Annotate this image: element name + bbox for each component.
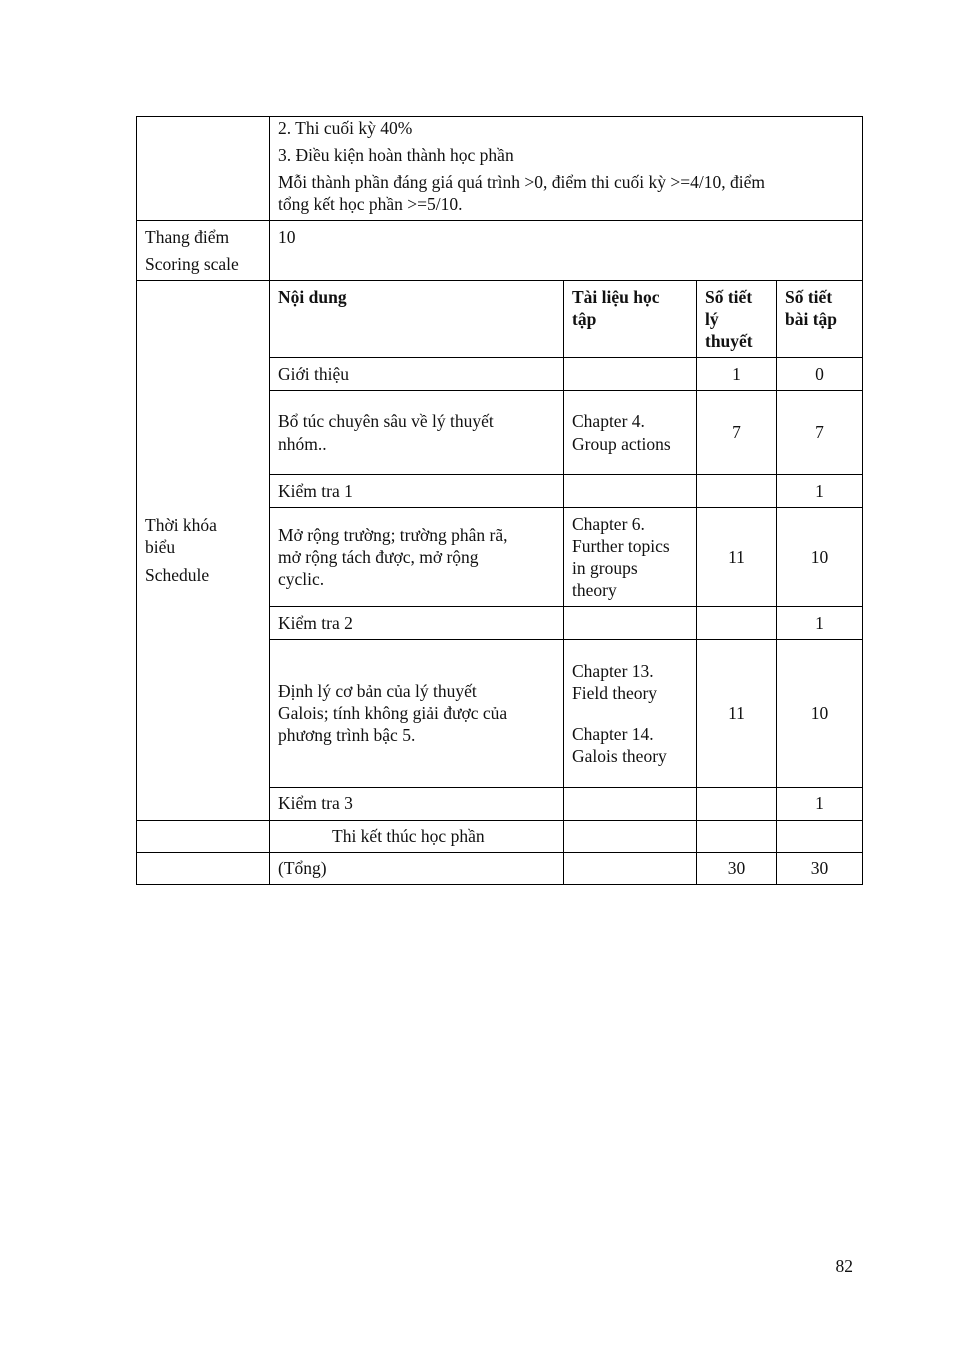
- row-content: Kiểm tra 3: [278, 793, 353, 813]
- row-separator: [136, 852, 863, 853]
- row-exercise: 10: [810, 547, 829, 567]
- header-exercise-line2: bài tập: [785, 309, 838, 329]
- table-border-bottom: [136, 884, 863, 885]
- total-exercise: 30: [810, 858, 829, 878]
- row-exercise: 1: [815, 481, 824, 501]
- row-theory: 11: [728, 547, 745, 567]
- row-exercise: 0: [815, 364, 824, 384]
- assessment-item-3: 3. Điều kiện hoàn thành học phần: [278, 145, 514, 165]
- col-separator: [269, 116, 270, 885]
- table-border-left: [136, 116, 137, 885]
- table-border-top: [136, 116, 863, 117]
- total-label: (Tổng): [278, 858, 327, 878]
- row-content: Định lý cơ bản của lý thuyết: [278, 681, 477, 701]
- row-theory: 11: [728, 703, 745, 723]
- row-separator: [269, 507, 863, 508]
- assessment-condition-line2: tổng kết học phần >=5/10.: [278, 194, 463, 214]
- row-exercise: 1: [815, 613, 824, 633]
- header-theory-line2: lý: [705, 309, 719, 329]
- schedule-label-vi-line2: biểu: [145, 537, 176, 557]
- row-materials: theory: [572, 580, 617, 600]
- scoring-value: 10: [278, 227, 296, 247]
- row-materials: Group actions: [572, 434, 671, 454]
- row-content: Bổ túc chuyên sâu về lý thuyết: [278, 411, 494, 431]
- header-materials-line1: Tài liệu học: [572, 287, 660, 307]
- row-separator: [269, 390, 863, 391]
- row-content: Mở rộng trường; trường phân rã,: [278, 525, 508, 545]
- assessment-item-2: 2. Thi cuối kỳ 40%: [278, 118, 413, 138]
- row-separator: [136, 820, 863, 821]
- row-separator: [269, 787, 863, 788]
- col-separator: [563, 280, 564, 885]
- row-separator: [269, 606, 863, 607]
- row-materials: Field theory: [572, 683, 658, 703]
- row-separator: [136, 220, 863, 221]
- schedule-label-en: Schedule: [145, 565, 210, 585]
- row-materials: Galois theory: [572, 746, 667, 766]
- header-theory-line3: thuyết: [705, 331, 753, 351]
- schedule-label-vi-line1: Thời khóa: [145, 515, 217, 535]
- assessment-condition-line1: Mỗi thành phần đáng giá quá trình >0, điểm thi cuối kỳ >=4/10, điểm: [278, 172, 765, 192]
- row-content: mở rộng tách được, mở rộng: [278, 547, 479, 567]
- row-separator: [269, 474, 863, 475]
- row-separator: [269, 639, 863, 640]
- header-content: Nội dung: [278, 287, 347, 307]
- row-materials: in groups: [572, 558, 638, 578]
- header-materials-line2: tập: [572, 309, 597, 329]
- final-exam-label: Thi kết thúc học phần: [332, 826, 485, 846]
- row-content: phương trình bậc 5.: [278, 725, 416, 745]
- scoring-label-en: Scoring scale: [145, 254, 239, 274]
- row-materials: Chapter 14.: [572, 724, 654, 744]
- row-content: Giới thiệu: [278, 364, 349, 384]
- scoring-label-vi: Thang điểm: [145, 227, 230, 247]
- row-content: cyclic.: [278, 569, 325, 589]
- total-theory: 30: [727, 858, 746, 878]
- page-number: 82: [835, 1256, 853, 1276]
- row-materials: Chapter 4.: [572, 411, 645, 431]
- row-exercise: 7: [815, 422, 824, 442]
- row-materials: Chapter 6.: [572, 514, 645, 534]
- row-exercise: 1: [815, 793, 824, 813]
- row-exercise: 10: [810, 703, 829, 723]
- row-materials: Chapter 13.: [572, 661, 654, 681]
- table-border-right: [862, 116, 863, 885]
- header-theory-line1: Số tiết: [705, 287, 753, 307]
- row-content: Galois; tính không giải được của: [278, 703, 508, 723]
- row-content: Kiểm tra 2: [278, 613, 353, 633]
- row-content: nhóm..: [278, 434, 327, 454]
- row-separator: [269, 357, 863, 358]
- row-theory: 1: [732, 364, 741, 384]
- row-materials: Further topics: [572, 536, 670, 556]
- row-separator: [136, 280, 863, 281]
- row-theory: 7: [732, 422, 741, 442]
- header-exercise-line1: Số tiết: [785, 287, 833, 307]
- row-content: Kiểm tra 1: [278, 481, 353, 501]
